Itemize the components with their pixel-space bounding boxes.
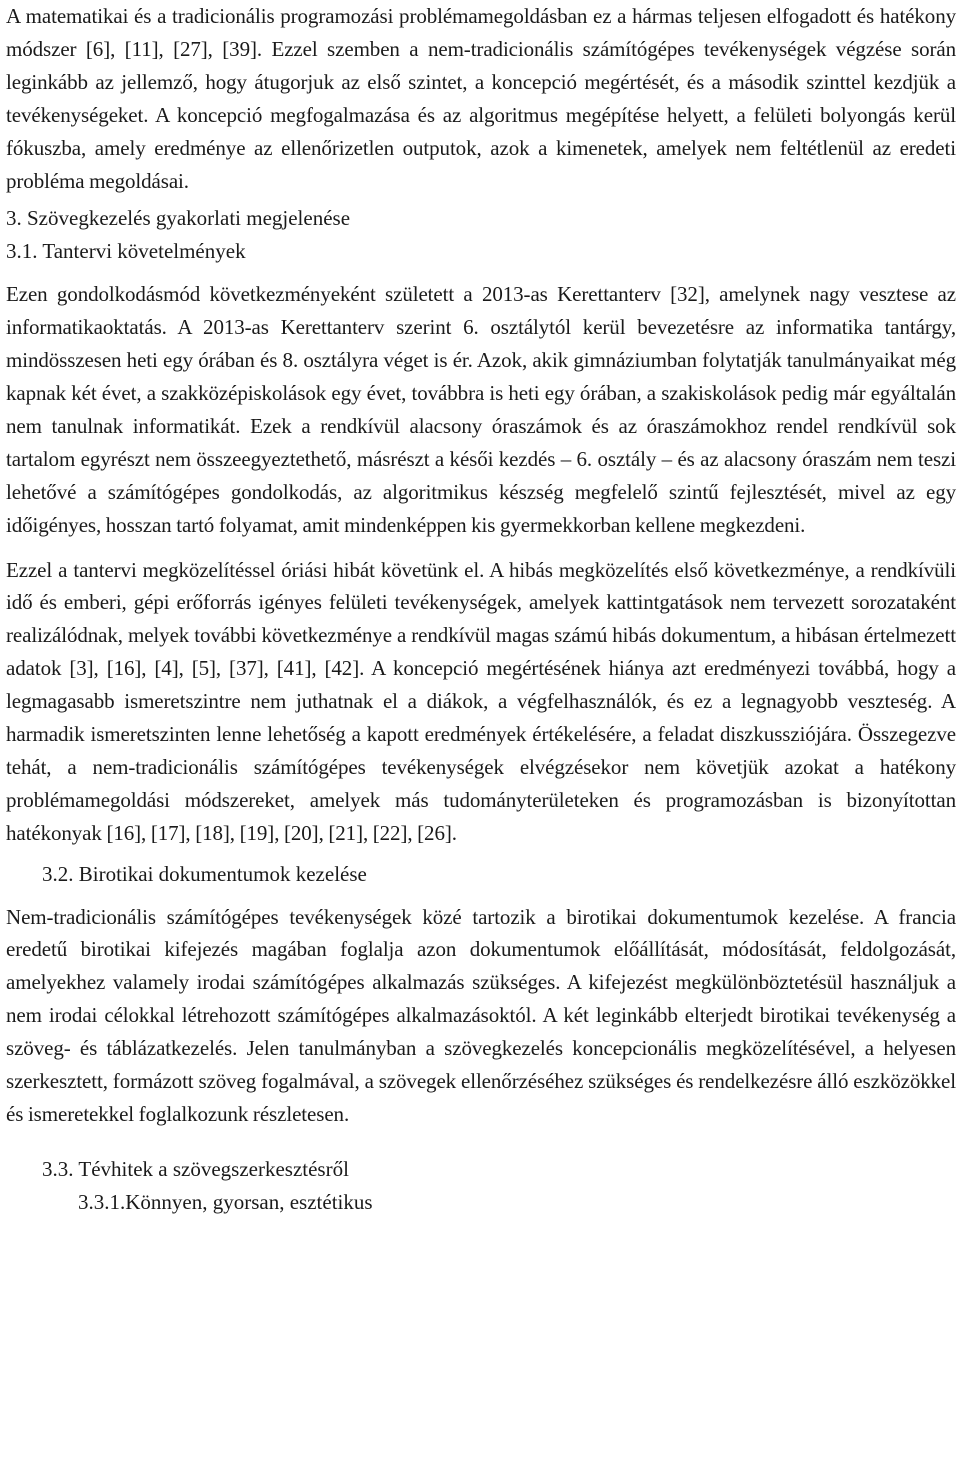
section-heading-3-3-1: 3.3.1.Könnyen, gyorsan, esztétikus [78, 1189, 373, 1214]
paragraph-office-documents: Nem-tradicionális számítógépes tevékenységek közé tartozik a birotikai dokumentumok kezelése. A francia eredetű birotikai kifejezés magában foglalja azon dokumentumok előállítását, módosítását, feldolgozását, amelyekhez valamely irodai számítógépes alkalmazás szükséges. A kifejezést megkülönböztetésül használjuk a nem irodai célokkal létrehozott számítógépes alkalmazásoktól. A két leginkább elterjedt birotikai tevékenység a szöveg- és táblázatkezelés. Jelen tanulmányban a szövegkezelés koncepcionális megközelítésével, a helyesen szerkesztett, formázott szöveg fogalmával, a szövegek ellenőrzéséhez szükséges és rendelkezésre álló eszközökkel és ismeretekkel foglalkozunk részletesen. [6, 904, 956, 1126]
section-heading-3: 3. Szövegkezelés gyakorlati megjelenése [6, 206, 351, 231]
section-heading-3-3: 3.3. Tévhitek a szövegszerkesztésről [42, 1156, 349, 1181]
paragraph-problem-solving: A matematikai és a tradicionális programozási problémamegoldásban ez a hármas teljesen elfogadott és hatékony módszer [6], [11], [27], [39]. Ezzel szemben a nem-tradicionális számítógépes tevékenységek végzése során leginkább az jellemző, hogy átugorjuk az első szintet, a koncepció megértését, és a második szinttel kezdjük a tevékenységeket. A koncepció megfogalmazása és az algoritmus megépítése helyett, a felületi bolyongás kerül fókuszba, amely eredménye az ellenőrizetlen outputok, azok a kimenetek, amelyek nem feltétlenül az eredeti probléma megoldásai. [6, 4, 956, 193]
section-heading-3-2: 3.2. Birotikai dokumentumok kezelése [42, 861, 367, 886]
paragraph-curriculum: Ezen gondolkodásmód következményeként született a 2013-as Kerettanterv [32], amelynek nagy vesztese az informatikaoktatás. A 2013-as Kerettanterv szerint 6. osztálytól kerül bevezetésre az informatika tantárgy, mindösszesen heti egy órában és 8. osztályra véget is ér. Azok, akik gimnáziumban folytatják tanulmányaikat még kapnak két évet, a szakközépiskolások egy évet, továbbra is heti egy órában, a szakiskolások pedig már egyáltalán nem tanulnak informatikát. Ezek a rendkívül alacsony óraszámok és az óraszámokhoz rendel rendkívül sok tartalom egyrészt nem összeegyeztethető, másrészt a késői kezdés – 6. osztály – és az alacsony óraszám nem teszi lehetővé a számítógépes gondolkodás, az algoritmikus készség megfelelő szintű fejlesztését, mivel az egy időigényes, hosszan tartó folyamat, amit mindenképpen kis gyermekkorban kellene megkezdeni. [6, 282, 956, 537]
paragraph-approach-errors: Ezzel a tantervi megközelítéssel óriási hibát követünk el. A hibás megközelítés első következménye, a rendkívüli idő és emberi, gépi erőforrás igényes felületi tevékenységek, amelyek kattintgatások nem tervezett sorozataként realizálódnak, melyek további következménye a rendkívül magas számú hibás dokumentum, a hibásan értelmezett adatok [3], [16], [4], [5], [37], [41], [42]. A koncepció megértésének hiánya azt eredményezi továbbá, hogy a legmagasabb ismeretszintre nem juthatnak el a diákok, a végfelhasználók, és ez a legnagyobb veszteség. A harmadik ismeretszinten lenne lehetőség a kapott eredmények értékelésére, a feladat diszkussziójára. Összegezve tehát, a nem-tradicionális számítógépes tevékenységek elvégzésekor nem követjük azokat a hatékony problémamegoldási módszereket, amelyek más tudományterületeken és programozásban is bizonyítottan hatékonyak [16], [17], [18], [19], [20], [21], [22], [26]. [6, 557, 956, 845]
section-heading-3-1: 3.1. Tantervi követelmények [6, 239, 246, 264]
